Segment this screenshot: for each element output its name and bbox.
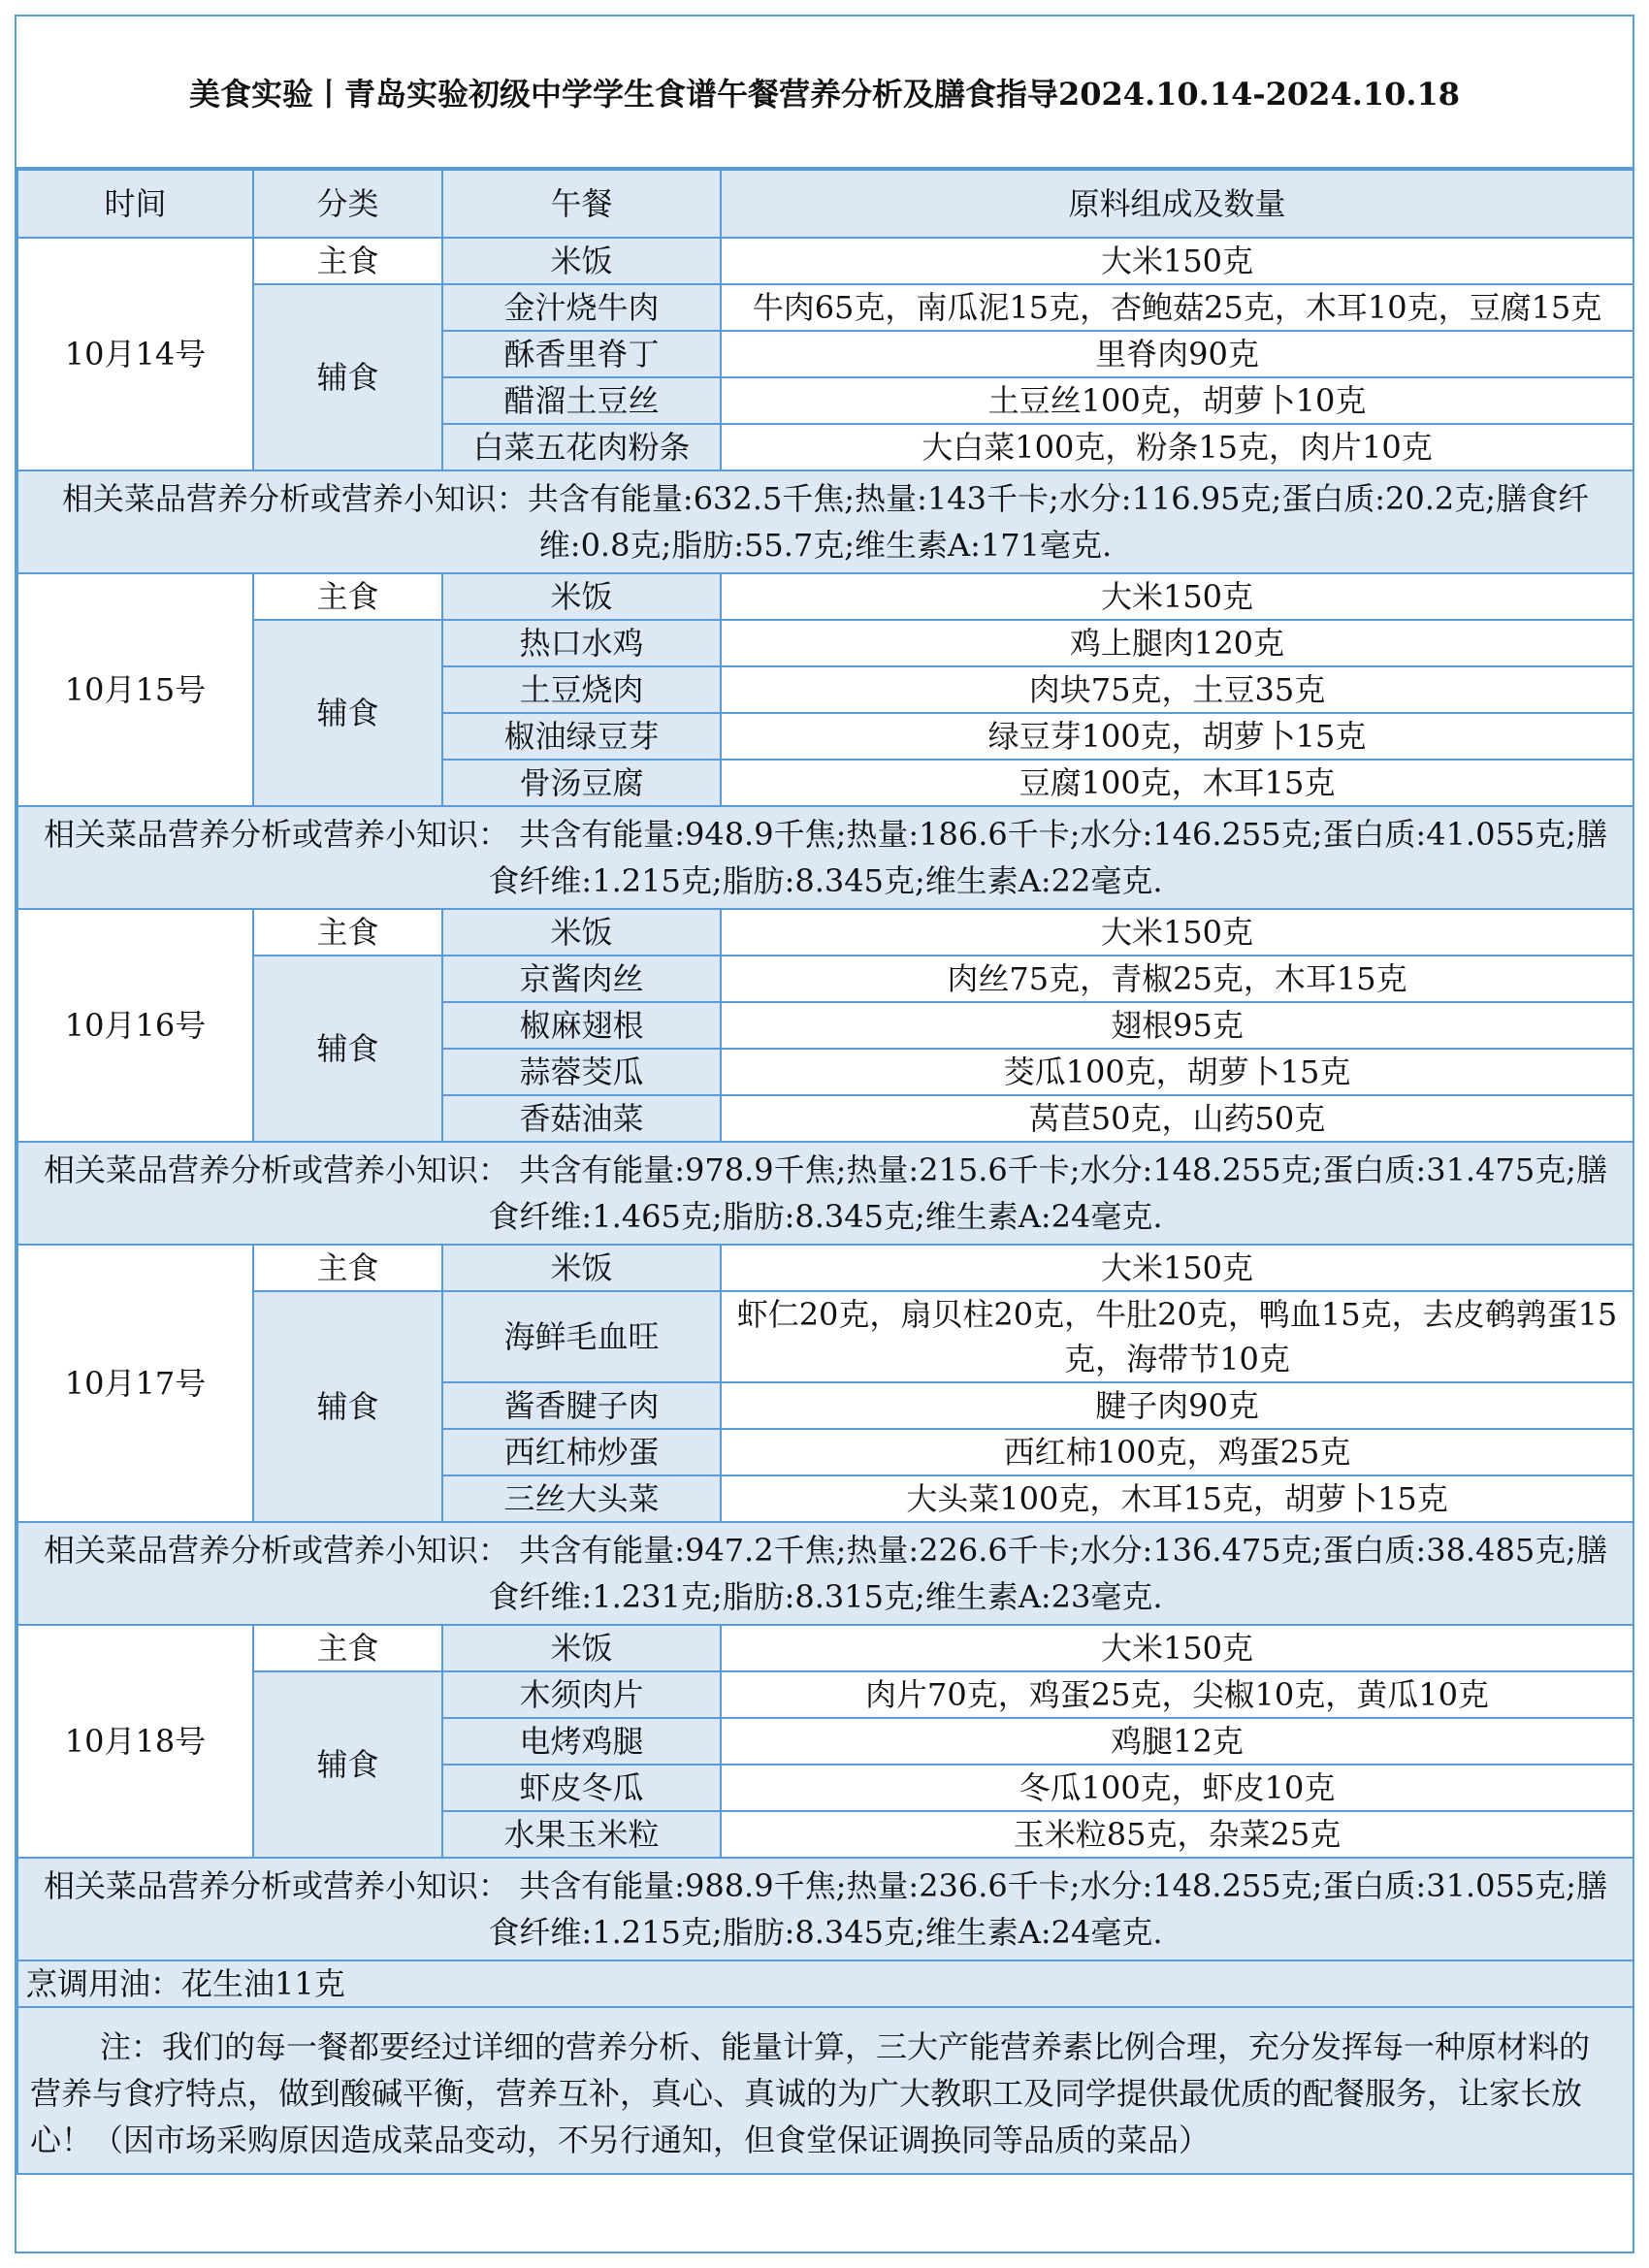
cooking-oil-row [17,1960,1633,2007]
side-dish-row [17,1671,1633,1718]
dish-name: 热口水鸡 [442,620,721,666]
dish-name: 虾皮冬瓜 [442,1765,721,1811]
dish-name: 白菜五花肉粉条 [442,424,721,470]
dish-name: 香菇油菜 [442,1095,721,1142]
staple-row [17,238,1633,284]
menu-table [16,169,1634,2175]
dish-ingredients: 牛肉65克，南瓜泥15克，杏鲍菇25克，木耳10克，豆腐15克 [721,284,1633,331]
dish-name: 京酱肉丝 [442,956,721,1002]
header-category: 分类 [253,170,442,238]
nutrition-note: 相关菜品营养分析或营养小知识：共含有能量:632.5千焦;热量:143千卡;水分:116.95克;蛋白质:20.2克;膳食纤维:0.8克;脂肪:55.7克;维生素A:171毫克. [17,470,1633,573]
side-dish-row [17,1291,1633,1382]
dish-name: 米饭 [442,909,721,956]
dish-ingredients: 鸡腿12克 [721,1718,1633,1765]
dish-ingredients: 冬瓜100克，虾皮10克 [721,1765,1633,1811]
dish-name: 椒油绿豆芽 [442,713,721,760]
dish-name: 土豆烧肉 [442,666,721,713]
category-staple: 主食 [253,1625,442,1671]
category-side: 辅食 [253,284,442,470]
dish-ingredients: 虾仁20克，扇贝柱20克，牛肚20克，鸭血15克，去皮鹌鹑蛋15克，海带节10克 [721,1291,1633,1382]
dish-ingredients: 绿豆芽100克，胡萝卜15克 [721,713,1633,760]
dish-ingredients: 腱子肉90克 [721,1382,1633,1429]
dish-ingredients: 大白菜100克，粉条15克，肉片10克 [721,424,1633,470]
nutrition-note-row [17,806,1633,909]
dish-name: 椒麻翅根 [442,1002,721,1049]
header-row [17,170,1633,238]
day-date: 10月18号 [17,1625,253,1858]
dish-name: 醋溜土豆丝 [442,377,721,424]
staple-row [17,909,1633,956]
dish-ingredients: 大头菜100克，木耳15克，胡萝卜15克 [721,1475,1633,1522]
remark: 注：我们的每一餐都要经过详细的营养分析、能量计算，三大产能营养素比例合理，充分发挥每一种原材料的营养与食疗特点，做到酸碱平衡，营养互补，真心、真诚的为广大教职工及同学提供最优质的配餐服务，让家长放心！（因市场采购原因造成菜品变动，不另行通知，但食堂保证调换同等品质的菜品） [17,2007,1633,2174]
day-date: 10月16号 [17,909,253,1142]
nutrition-note-row [17,1858,1633,1960]
dish-ingredients: 肉块75克，土豆35克 [721,666,1633,713]
page-title: 美食实验丨青岛实验初级中学学生食谱午餐营养分析及膳食指导2024.10.14-2024.10.18 [16,16,1633,169]
dish-name: 西红柿炒蛋 [442,1429,721,1475]
category-side: 辅食 [253,1671,442,1858]
dish-name: 木须肉片 [442,1671,721,1718]
dish-ingredients: 肉片70克，鸡蛋25克，尖椒10克，黄瓜10克 [721,1671,1633,1718]
dish-ingredients: 土豆丝100克，胡萝卜10克 [721,377,1633,424]
dish-ingredients: 玉米粒85克，杂菜25克 [721,1811,1633,1858]
dish-ingredients: 大米150克 [721,909,1633,956]
day-date: 10月17号 [17,1245,253,1522]
day-date: 10月15号 [17,573,253,806]
remark-row [17,2007,1633,2174]
dish-ingredients: 里脊肉90克 [721,331,1633,377]
dish-ingredients: 鸡上腿肉120克 [721,620,1633,666]
dish-ingredients: 大米150克 [721,1625,1633,1671]
staple-row [17,1245,1633,1291]
category-staple: 主食 [253,238,442,284]
header-lunch: 午餐 [442,170,721,238]
menu-sheet [15,15,1634,2253]
dish-name: 米饭 [442,573,721,620]
nutrition-note-row [17,470,1633,573]
nutrition-note: 相关菜品营养分析或营养小知识： 共含有能量:948.9千焦;热量:186.6千卡;水分:146.255克;蛋白质:41.055克;膳食纤维:1.215克;脂肪:8.345克;维生素A:22毫克. [17,806,1633,909]
nutrition-note: 相关菜品营养分析或营养小知识： 共含有能量:978.9千焦;热量:215.6千卡;水分:148.255克;蛋白质:31.475克;膳食纤维:1.465克;脂肪:8.345克;维生素A:24毫克. [17,1142,1633,1245]
dish-name: 酥香里脊丁 [442,331,721,377]
dish-ingredients: 莴苣50克，山药50克 [721,1095,1633,1142]
nutrition-note: 相关菜品营养分析或营养小知识： 共含有能量:988.9千焦;热量:236.6千卡;水分:148.255克;蛋白质:31.055克;膳食纤维:1.215克;脂肪:8.345克;维生素A:24毫克. [17,1858,1633,1960]
category-side: 辅食 [253,1291,442,1522]
dish-ingredients: 茭瓜100克，胡萝卜15克 [721,1049,1633,1095]
side-dish-row [17,284,1633,331]
dish-name: 蒜蓉茭瓜 [442,1049,721,1095]
category-staple: 主食 [253,1245,442,1291]
dish-ingredients: 翅根95克 [721,1002,1633,1049]
staple-row [17,573,1633,620]
dish-ingredients: 大米150克 [721,1245,1633,1291]
dish-ingredients: 大米150克 [721,238,1633,284]
dish-name: 三丝大头菜 [442,1475,721,1522]
dish-ingredients: 豆腐100克，木耳15克 [721,760,1633,806]
dish-name: 金汁烧牛肉 [442,284,721,331]
side-dish-row [17,620,1633,666]
dish-ingredients: 大米150克 [721,573,1633,620]
cooking-oil: 烹调用油：花生油11克 [17,1960,1633,2007]
category-side: 辅食 [253,956,442,1142]
dish-ingredients: 西红柿100克，鸡蛋25克 [721,1429,1633,1475]
nutrition-note: 相关菜品营养分析或营养小知识： 共含有能量:947.2千焦;热量:226.6千卡;水分:136.475克;蛋白质:38.485克;膳食纤维:1.231克;脂肪:8.315克;维生素A:23毫克. [17,1522,1633,1625]
dish-name: 米饭 [442,1245,721,1291]
dish-name: 酱香腱子肉 [442,1382,721,1429]
menu-body [17,238,1633,1960]
dish-name: 海鲜毛血旺 [442,1291,721,1382]
category-staple: 主食 [253,909,442,956]
nutrition-note-row [17,1522,1633,1625]
category-staple: 主食 [253,573,442,620]
nutrition-note-row [17,1142,1633,1245]
day-date: 10月14号 [17,238,253,470]
dish-name: 米饭 [442,238,721,284]
dish-name: 电烤鸡腿 [442,1718,721,1765]
side-dish-row [17,956,1633,1002]
dish-name: 骨汤豆腐 [442,760,721,806]
staple-row [17,1625,1633,1671]
header-time: 时间 [17,170,253,238]
dish-ingredients: 肉丝75克，青椒25克，木耳15克 [721,956,1633,1002]
dish-name: 米饭 [442,1625,721,1671]
header-ingredients: 原料组成及数量 [721,170,1633,238]
category-side: 辅食 [253,620,442,806]
dish-name: 水果玉米粒 [442,1811,721,1858]
